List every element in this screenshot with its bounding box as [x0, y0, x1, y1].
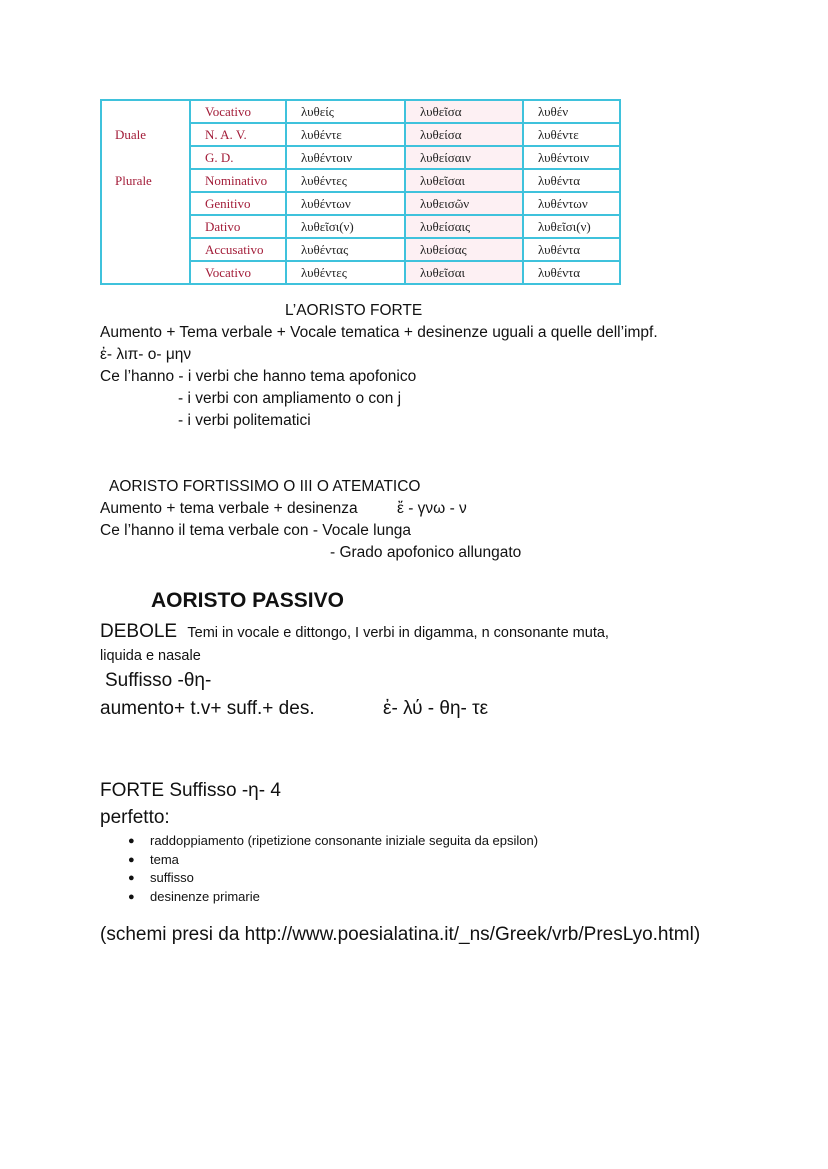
- perfetto-list: [128, 832, 538, 906]
- bullet-icon: ●: [128, 872, 135, 884]
- suffisso-theta-eta: Suffisso -θη-: [105, 670, 212, 691]
- case-cell: Dativo: [190, 215, 286, 238]
- debole-description-2: liquida e nasale: [100, 648, 201, 664]
- masculine-cell: λυθέντας: [286, 238, 405, 261]
- masculine-cell: λυθέντων: [286, 192, 405, 215]
- neuter-cell: λυθέν: [523, 100, 620, 123]
- neuter-cell: λυθέντε: [523, 123, 620, 146]
- aoristo-fortissimo-who-1: Ce l’hanno il tema verbale con - Vocale lunga: [100, 522, 412, 539]
- case-cell: Accusativo: [190, 238, 286, 261]
- table-row: [101, 192, 620, 215]
- aoristo-fortissimo-example: ἔ - γνω - ν: [397, 500, 467, 517]
- masculine-cell: λυθέντοιν: [286, 146, 405, 169]
- aoristo-fortissimo-formula: Aumento + tema verbale + desinenza: [100, 500, 358, 517]
- aoristo-forte-title: L’AORISTO FORTE: [285, 302, 423, 319]
- table-row: [101, 146, 620, 169]
- bullet-icon: ●: [128, 835, 135, 847]
- aoristo-fortissimo-title: AORISTO FORTISSIMO O III O ATEMATICO: [109, 478, 421, 495]
- masculine-cell: λυθέντες: [286, 261, 405, 284]
- list-item-text: raddoppiamento (ripetizione consonante iniziale seguita da epsilon): [150, 833, 539, 848]
- feminine-cell: λυθεισῶν: [405, 192, 523, 215]
- aoristo-forte-who-1: Ce l’hanno - i verbi che hanno tema apofonico: [100, 368, 417, 385]
- aoristo-forte-who-3: - i verbi politematici: [178, 412, 311, 429]
- feminine-cell: λυθεῖσα: [405, 100, 523, 123]
- aoristo-forte-who-2: - i verbi con ampliamento o con j: [178, 390, 402, 407]
- bullet-icon: ●: [128, 890, 135, 903]
- list-item-text: tema: [150, 851, 179, 867]
- passivo-example: ἐ- λύ - θη- τε: [383, 698, 489, 719]
- table-row: [101, 100, 620, 123]
- debole-label: DEBOLE: [100, 621, 178, 642]
- table-row: [101, 238, 620, 261]
- table-row: [101, 123, 620, 146]
- neuter-cell: λυθέντα: [523, 261, 620, 284]
- neuter-cell: λυθέντων: [523, 192, 620, 215]
- list-item: [128, 888, 538, 907]
- masculine-cell: λυθεῖσι(ν): [286, 215, 405, 238]
- feminine-cell: λυθείσας: [405, 238, 523, 261]
- neuter-cell: λυθεῖσι(ν): [523, 215, 620, 238]
- aoristo-forte-example: ἐ- λιπ- ο- μην: [100, 346, 192, 363]
- aoristo-forte-formula: Aumento + Tema verbale + Vocale tematica + desinenze uguali a quelle dell’impf.: [100, 324, 658, 341]
- masculine-cell: λυθέντες: [286, 169, 405, 192]
- case-cell: Vocativo: [190, 261, 286, 284]
- case-cell: Genitivo: [190, 192, 286, 215]
- case-cell: Nominativo: [190, 169, 286, 192]
- feminine-cell: λυθεῖσαι: [405, 261, 523, 284]
- case-cell: Vocativo: [190, 100, 286, 123]
- number-cell: Plurale: [101, 169, 190, 192]
- declension-table: [100, 99, 621, 285]
- feminine-cell: λυθείσαις: [405, 215, 523, 238]
- neuter-cell: λυθέντα: [523, 238, 620, 261]
- feminine-cell: λυθείσαιν: [405, 146, 523, 169]
- masculine-cell: λυθείς: [286, 100, 405, 123]
- perfetto-title: perfetto:: [100, 807, 170, 828]
- list-item-text: desinenze primarie: [150, 888, 260, 904]
- table-row: [101, 169, 620, 192]
- bullet-icon: ●: [128, 853, 135, 866]
- forte-suffisso: FORTE Suffisso -η- 4: [100, 780, 281, 801]
- source-note: (schemi presi da http://www.poesialatina.it/_ns/Greek/vrb/PresLyo.html): [100, 924, 701, 945]
- neuter-cell: λυθέντοιν: [523, 146, 620, 169]
- number-cell: [101, 238, 190, 261]
- number-cell: [101, 192, 190, 215]
- list-item: [128, 851, 538, 870]
- feminine-cell: λυθείσα: [405, 123, 523, 146]
- table-row: [101, 261, 620, 284]
- case-cell: G. D.: [190, 146, 286, 169]
- number-cell: [101, 215, 190, 238]
- list-item-text: suffisso: [150, 870, 194, 885]
- aoristo-fortissimo-who-2: - Grado apofonico allungato: [330, 544, 522, 561]
- case-cell: N. A. V.: [190, 123, 286, 146]
- neuter-cell: λυθέντα: [523, 169, 620, 192]
- table-row: [101, 215, 620, 238]
- list-item: [128, 869, 538, 888]
- feminine-cell: λυθεῖσαι: [405, 169, 523, 192]
- number-cell: [101, 261, 190, 284]
- passivo-formula: aumento+ t.v+ suff.+ des.: [100, 698, 315, 719]
- number-cell: [101, 146, 190, 169]
- list-item: [128, 832, 538, 851]
- number-cell: [101, 100, 190, 123]
- debole-description: Temi in vocale e dittongo, I verbi in digamma, n consonante muta,: [187, 625, 609, 641]
- masculine-cell: λυθέντε: [286, 123, 405, 146]
- aoristo-passivo-title: AORISTO PASSIVO: [151, 589, 344, 612]
- debole-line: [100, 621, 609, 643]
- number-cell: Duale: [101, 123, 190, 146]
